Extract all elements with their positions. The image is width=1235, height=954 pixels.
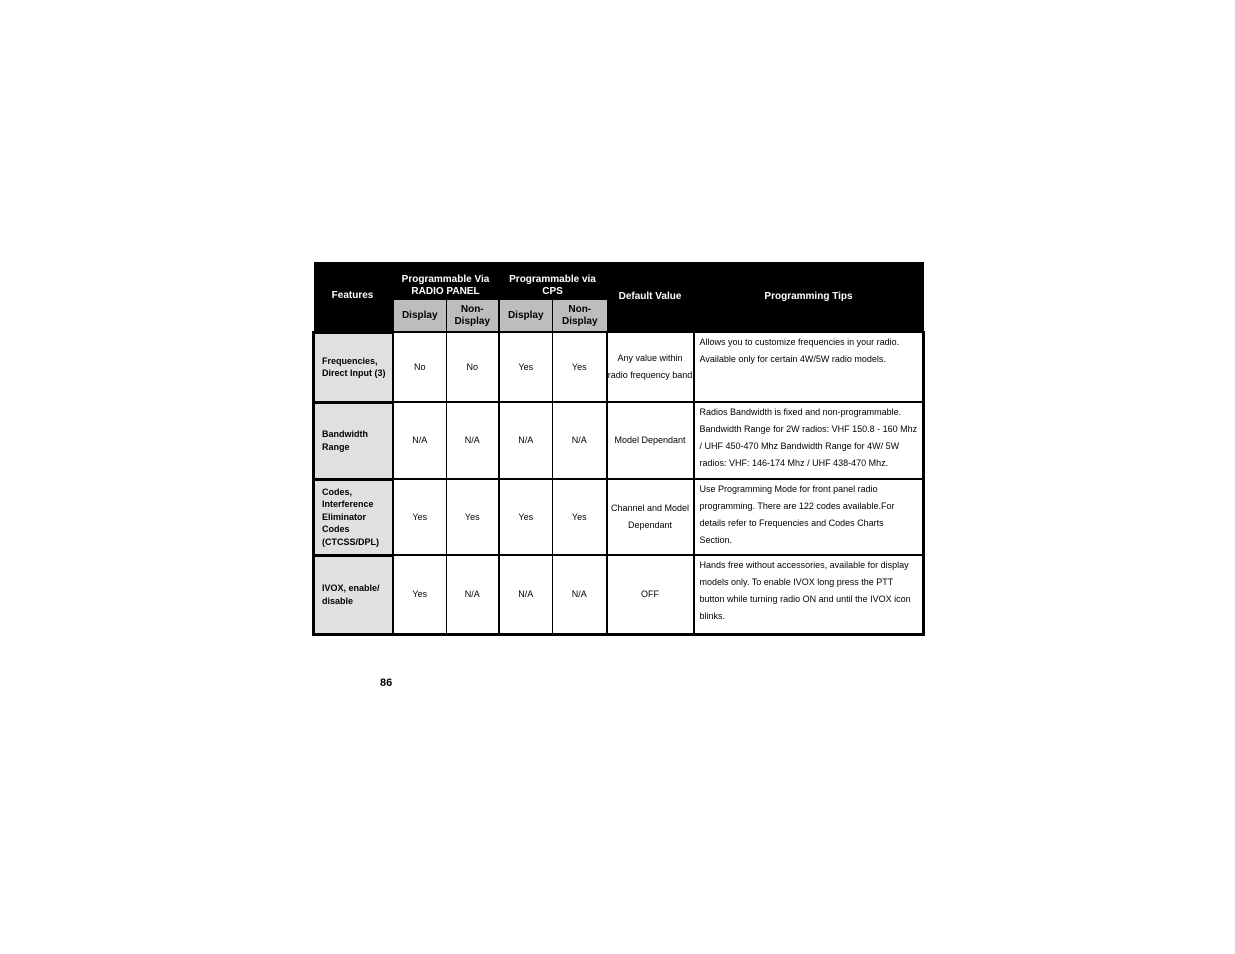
subheader-panel-non-display: Non-Display <box>447 300 499 332</box>
panel-non-display-cell: No <box>447 332 499 402</box>
cps-display-cell: N/A <box>499 402 553 479</box>
subheader-cps-display: Display <box>499 300 553 332</box>
page-number: 86 <box>380 677 393 689</box>
panel-display-cell: No <box>393 332 447 402</box>
panel-non-display-cell: Yes <box>447 479 499 555</box>
table-row <box>314 555 924 634</box>
panel-display-cell: N/A <box>393 402 447 479</box>
default-value-cell: Model Dependant <box>607 402 694 479</box>
subheader-cps-non-display: Non-Display <box>553 300 607 332</box>
cps-non-display-cell: Yes <box>553 332 607 402</box>
cps-display-cell: Yes <box>499 332 553 402</box>
cps-display-cell: N/A <box>499 555 553 634</box>
panel-display-cell: Yes <box>393 555 447 634</box>
panel-non-display-cell: N/A <box>447 555 499 634</box>
panel-non-display-cell: N/A <box>447 402 499 479</box>
default-value-cell: OFF <box>607 555 694 634</box>
feature-cell: Bandwidth Range <box>314 402 393 479</box>
cps-display-cell: Yes <box>499 479 553 555</box>
feature-cell: Codes, Interference Eliminator Codes (CTCSS/DPL) <box>314 479 393 555</box>
table-row <box>314 332 924 402</box>
cps-non-display-cell: N/A <box>553 402 607 479</box>
programming-tips-cell: Allows you to customize frequencies in your radio. Available only for certain 4W/5W radio models. <box>694 332 924 402</box>
panel-display-cell: Yes <box>393 479 447 555</box>
programming-tips-cell: Use Programming Mode for front panel radio programming. There are 122 codes available.For details refer to Frequencies and Codes Charts Section. <box>694 479 924 555</box>
table-row <box>314 402 924 479</box>
cps-non-display-cell: N/A <box>553 555 607 634</box>
table-row <box>314 479 924 555</box>
default-value-cell: Channel and Model Dependant <box>607 479 694 555</box>
programming-tips-cell: Hands free without accessories, available for display models only. To enable IVOX long press the PTT button while turning radio ON and until the IVOX icon blinks. <box>694 555 924 634</box>
features-table <box>312 262 925 636</box>
default-value-cell: Any value within radio frequency band <box>607 332 694 402</box>
header-cps: Programmable via CPS <box>499 262 607 300</box>
header-radio-panel: Programmable Via RADIO PANEL <box>393 262 499 300</box>
feature-cell: Frequencies, Direct Input (3) <box>314 332 393 402</box>
subheader-panel-display: Display <box>393 300 447 332</box>
programming-tips-cell: Radios Bandwidth is fixed and non-programmable. Bandwidth Range for 2W radios: VHF 150.8 - 160 Mhz / UHF 450-470 Mhz Bandwidth Range for 4W/ 5W radios: VHF: 146-174 Mhz / UHF 438-470 Mhz. <box>694 402 924 479</box>
header-features: Features <box>314 262 393 332</box>
header-programming-tips: Programming Tips <box>694 262 924 332</box>
feature-cell: IVOX, enable/ disable <box>314 555 393 634</box>
cps-non-display-cell: Yes <box>553 479 607 555</box>
header-default-value: Default Value <box>607 262 694 332</box>
